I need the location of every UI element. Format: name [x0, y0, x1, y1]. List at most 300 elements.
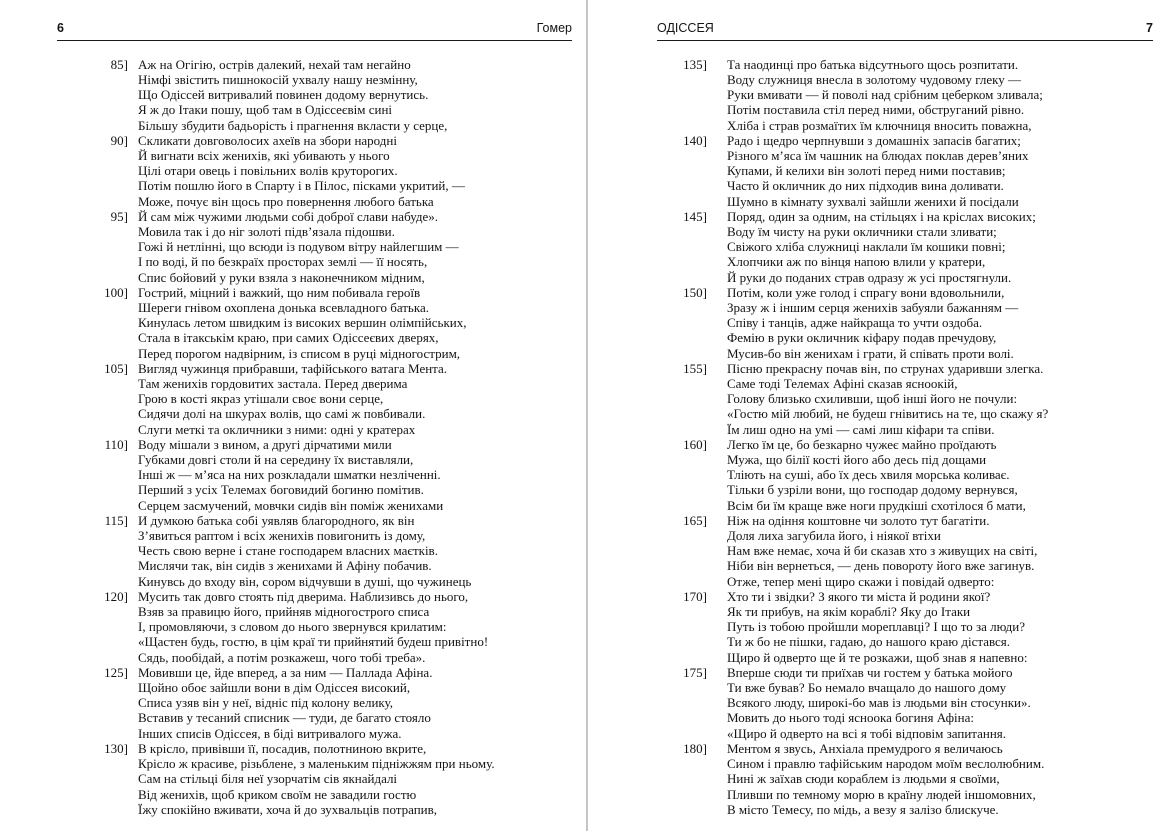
verse-text: Й руки до поданих страв одразу ж усі простягнули. — [727, 269, 1012, 285]
line-number — [657, 558, 707, 573]
verse-line — [657, 194, 1153, 209]
verse-text: Ніби він вернеться, — день повороту його вже загинув. — [727, 558, 1035, 574]
verse-line — [57, 102, 572, 117]
line-number: 120] — [104, 588, 128, 604]
verse-text: Доля лиха загубила його, і ніякої втіхи — [727, 528, 941, 544]
verse-text: Ти вже бував? Бо немало вчащало до нашого дому — [727, 680, 1007, 696]
verse-text: Слуги меткі та окличники з ними: одні у кратерах — [138, 421, 416, 437]
verse-text: З’явиться раптом і всіх женихів повигонить із дому, — [138, 528, 426, 544]
line-number — [57, 558, 128, 573]
verse-line — [657, 771, 1153, 786]
line-number — [657, 194, 707, 209]
line-number — [57, 239, 128, 254]
line-number — [57, 163, 128, 178]
verse-line — [657, 133, 1153, 148]
verse-line — [657, 254, 1153, 269]
verse-line — [657, 239, 1153, 254]
verse-line — [657, 376, 1153, 391]
verse-text: Вперше сюди ти приїхав чи гостем у батька мойого — [727, 664, 1013, 680]
line-number — [657, 148, 707, 163]
verse-text: Сядь, пообідай, а потім розкажеш, чого тобі треба». — [138, 649, 426, 665]
line-number — [57, 315, 128, 330]
verse-text: Кинувсь до входу він, сором відчувши в душі, що чужинець — [138, 573, 472, 589]
page-right-body — [657, 57, 1153, 817]
verse-line — [657, 543, 1153, 558]
verse-text: Свіжого хліба служниці наклали їм кошики повні; — [727, 239, 1006, 255]
verse-line — [57, 224, 572, 239]
line-number: 125] — [104, 664, 128, 680]
line-number — [57, 802, 128, 817]
verse-line — [657, 163, 1153, 178]
verse-line — [57, 361, 572, 376]
verse-text: Саме тоді Телемах Афіні сказав ясноокій, — [727, 376, 958, 392]
verse-line — [657, 452, 1153, 467]
verse-text: Гострий, міцний і важкий, що ним побивала героїв — [138, 284, 421, 300]
line-number — [57, 452, 128, 467]
line-number — [657, 346, 707, 361]
line-number — [57, 87, 128, 102]
verse-line — [657, 756, 1153, 771]
line-number — [57, 300, 128, 315]
line-number — [57, 528, 128, 543]
verse-line — [657, 330, 1153, 345]
verse-text: Купами, й келихи він золоті перед ними поставив; — [727, 163, 1006, 179]
verse-text: І, промовляючи, з словом до нього звернувся крилатим: — [138, 619, 447, 635]
verse-text: Скликати довговолосих ахеїв на збори народні — [138, 132, 397, 148]
verse-text: Списа узяв він у неї, відніс під колону велику, — [138, 695, 394, 711]
verse-text: Легко їм це, бо безкарно чужеє майно проїдають — [727, 436, 997, 452]
verse-line — [57, 513, 572, 528]
line-number: 165] — [683, 512, 707, 528]
line-number — [57, 72, 128, 87]
verse-text: Різного м’яса їм чашник на блюдах поклав дерев’яних — [727, 147, 1029, 163]
verse-text: Всім би їм краще вже ноги прудкіші схотілося б мати, — [727, 497, 1026, 513]
verse-text: Перед порогом надвірним, із списом в руці мідногострим, — [138, 345, 461, 361]
verse-line — [57, 270, 572, 285]
verse-text: Ніж на одіння коштовне чи золото тут багатіти. — [727, 512, 990, 528]
verse-line — [57, 543, 572, 558]
verse-line — [57, 148, 572, 163]
verse-line — [57, 756, 572, 771]
verse-line — [657, 513, 1153, 528]
verse-line — [657, 361, 1153, 376]
verse-text: Шумно в кімнату зухвалі зайшли женихи й посідали — [727, 193, 1019, 209]
verse-text: В місто Темесу, по мідь, а везу я залізо блискуче. — [727, 801, 999, 817]
verse-line — [657, 391, 1153, 406]
verse-line — [57, 467, 572, 482]
line-number: 145] — [683, 208, 707, 224]
verse-text: Честь свою верне і стане господарем власних маєтків. — [138, 543, 438, 559]
verse-text: Хто ти і звідки? З якого ти міста й родини якої? — [727, 588, 991, 604]
verse-line — [57, 346, 572, 361]
line-number — [57, 406, 128, 421]
line-number — [57, 695, 128, 710]
line-number: 90] — [110, 132, 128, 148]
verse-line — [657, 604, 1153, 619]
line-number — [57, 680, 128, 695]
line-number — [57, 604, 128, 619]
verse-line — [657, 589, 1153, 604]
verse-line — [657, 634, 1153, 649]
line-number: 155] — [683, 360, 707, 376]
verse-line — [57, 57, 572, 72]
verse-text: Пливши по темному морю в країну людей іншомовних, — [727, 786, 1036, 802]
verse-text: «Щастен будь, гостю, в цім краї ти прийнятий будеш привітно! — [138, 634, 489, 650]
line-number: 160] — [683, 436, 707, 452]
line-number — [57, 254, 128, 269]
line-number — [657, 406, 707, 421]
line-number — [657, 528, 707, 543]
line-number — [57, 543, 128, 558]
verse-line — [57, 285, 572, 300]
line-number — [57, 710, 128, 725]
verse-text: І по воді, й по безкраїх просторах землі — її носять, — [138, 254, 428, 270]
verse-text: В крісло, привівши її, посадив, полотниною вкрите, — [138, 740, 427, 756]
line-number: 110] — [104, 436, 128, 452]
line-number — [57, 756, 128, 771]
line-number — [657, 634, 707, 649]
verse-text: Поряд, один за одним, на стільцях і на кріслах високих; — [727, 208, 1036, 224]
verse-line — [657, 178, 1153, 193]
verse-text: Нам вже немає, хоча й би сказав хто з живущих на світі, — [727, 543, 1038, 559]
verse-text: Путь із тобою пройшли мореплавці? І що то за люди? — [727, 619, 1026, 635]
line-number: 130] — [104, 740, 128, 756]
line-number — [57, 194, 128, 209]
verse-text: Нині ж заїхав сюди кораблем із людьми я своїми, — [727, 771, 1000, 787]
verse-text: Сидячи долі на шкурах волів, що самі ж повбивали. — [138, 406, 426, 422]
line-number — [657, 178, 707, 193]
line-number — [657, 604, 707, 619]
verse-text: Ти ж бо не пішки, гадаю, до нашого краю дістався. — [727, 634, 1011, 650]
line-number: 135] — [683, 56, 707, 72]
verse-text: Руки вмивати — й поволі над срібним цеберком зливала; — [727, 87, 1043, 103]
verse-line — [657, 710, 1153, 725]
verse-line — [57, 72, 572, 87]
verse-text: Пісню прекрасну почав він, по струнах ударивши злегка. — [727, 360, 1044, 376]
verse-line — [57, 118, 572, 133]
line-number: 180] — [683, 740, 707, 756]
verse-line — [57, 741, 572, 756]
verse-line — [657, 422, 1153, 437]
line-number — [657, 787, 707, 802]
verse-line — [57, 574, 572, 589]
verse-text: Отже, тепер мені щиро скажи і повідай одверто: — [727, 573, 995, 589]
verse-line — [57, 178, 572, 193]
running-head-right: ОДІССЕЯ — [657, 21, 714, 35]
verse-text: Сином і правлю тафійським народом моїм веслолюбним. — [727, 756, 1045, 772]
line-number — [57, 619, 128, 634]
verse-line — [57, 695, 572, 710]
verse-line — [657, 665, 1153, 680]
verse-text: Мусить так довго стоять під дверима. Наблизивсь до нього, — [138, 588, 469, 604]
verse-line — [657, 741, 1153, 756]
verse-line — [57, 254, 572, 269]
verse-line — [57, 710, 572, 725]
line-number: 85] — [110, 56, 128, 72]
line-number — [57, 498, 128, 513]
line-number — [57, 634, 128, 649]
line-number: 115] — [104, 512, 128, 528]
line-number: 150] — [683, 284, 707, 300]
verse-line — [57, 558, 572, 573]
line-number — [657, 118, 707, 133]
line-number — [57, 467, 128, 482]
verse-text: Щиро й одверто ще й те розкажи, щоб знав я напевно: — [727, 649, 1028, 665]
verse-line — [57, 634, 572, 649]
verse-text: Серцем засмучений, мовчки сидів він поміж женихами — [138, 497, 444, 513]
verse-line — [57, 528, 572, 543]
line-number — [57, 787, 128, 802]
verse-line — [657, 558, 1153, 573]
line-number — [657, 330, 707, 345]
verse-text: Фемію в руки окличник кіфару подав пречудову, — [727, 330, 997, 346]
page-number-left: 6 — [57, 21, 64, 35]
line-number — [657, 710, 707, 725]
verse-line — [57, 498, 572, 513]
verse-text: Шереги гнівом охоплена донька всевладного батька. — [138, 300, 429, 315]
verse-line — [57, 330, 572, 345]
verse-text: Потім поставила стіл перед ними, обструганий рівно. — [727, 102, 1025, 118]
verse-text: Там женихів гордовитих застала. Перед дверима — [138, 376, 408, 392]
verse-text: Потім, коли уже голод і спрагу вони вдовольнили, — [727, 284, 1005, 300]
verse-line — [57, 726, 572, 741]
line-number — [657, 254, 707, 269]
verse-line — [57, 209, 572, 224]
verse-text: Вигляд чужинця прибравши, тафійського ватага Мента. — [138, 360, 448, 376]
verse-line — [657, 102, 1153, 117]
verse-text: Спис бойовий у руки взяла з наконечником мідним, — [138, 269, 425, 285]
verse-line — [57, 437, 572, 452]
verse-line — [57, 239, 572, 254]
line-number — [657, 163, 707, 178]
verse-text: Кинулась летом швидким із високих вершин олімпійських, — [138, 315, 467, 331]
line-number — [57, 574, 128, 589]
line-number — [57, 650, 128, 665]
line-number — [657, 224, 707, 239]
verse-line — [57, 376, 572, 391]
verse-text: Голову близько схиливши, щоб інші його не почули: — [727, 391, 1018, 407]
verse-text: Щойно обоє зайшли вони в дім Одіссея високий, — [138, 680, 411, 696]
line-number — [57, 224, 128, 239]
verse-line — [657, 802, 1153, 817]
line-number — [657, 802, 707, 817]
verse-line — [57, 482, 572, 497]
verse-line — [657, 437, 1153, 452]
verse-line — [657, 680, 1153, 695]
verse-text: Їм лиш одно на умі — самі лиш кіфари та співи. — [727, 421, 995, 437]
line-number — [57, 771, 128, 786]
verse-line — [657, 300, 1153, 315]
line-number — [657, 680, 707, 695]
running-head-left: Гомер — [536, 21, 572, 35]
verse-text: Мовила так і до ніг золоті підв’язала підошви. — [138, 223, 395, 239]
line-number — [57, 148, 128, 163]
line-number — [657, 619, 707, 634]
line-number — [657, 315, 707, 330]
line-number — [57, 102, 128, 117]
line-number — [657, 695, 707, 710]
verse-line — [657, 498, 1153, 513]
verse-text: Мусив-бо він женихам і грати, й співать проти волі. — [727, 345, 1014, 361]
verse-line — [57, 300, 572, 315]
line-number — [657, 452, 707, 467]
line-number — [657, 498, 707, 513]
line-number — [657, 422, 707, 437]
line-number — [657, 467, 707, 482]
verse-line — [657, 87, 1153, 102]
verse-text: Перший з усіх Телемах боговидий богиню помітив. — [138, 482, 424, 498]
line-number — [57, 726, 128, 741]
verse-line — [657, 406, 1153, 421]
verse-text: Та наодинці про батька відсутнього щось розпитати. — [727, 56, 1019, 72]
verse-text: «Щиро й одверто на всі я тобі відповім запитання. — [727, 725, 1007, 741]
verse-line — [57, 133, 572, 148]
verse-text: Що Одіссей витривалий повинен додому вернутись. — [138, 87, 429, 103]
verse-line — [57, 391, 572, 406]
verse-text: Воду їм чисту на руки окличники стали зливати; — [727, 223, 997, 239]
line-number: 175] — [683, 664, 707, 680]
verse-line — [657, 209, 1153, 224]
verse-text: Всякого люду, широкі-бо мав із людьми він стосунки». — [727, 695, 1031, 711]
verse-text: Інших списів Одіссея, в біді витривалого мужа. — [138, 725, 402, 741]
verse-line — [657, 270, 1153, 285]
verse-text: Взяв за правицю його, прийняв мідногострого списа — [138, 604, 430, 620]
verse-line — [57, 589, 572, 604]
verse-text: Аж на Огігію, острів далекий, нехай там негайно — [138, 56, 411, 72]
verse-line — [57, 452, 572, 467]
verse-line — [657, 224, 1153, 239]
line-number — [657, 771, 707, 786]
verse-text: Часто й окличник до них підходив вина доливати. — [727, 178, 1004, 194]
line-number — [657, 650, 707, 665]
line-number — [657, 87, 707, 102]
page-right — [588, 0, 1174, 831]
verse-text: Ментом я звусь, Анхіала премудрого я величаюсь — [727, 740, 1003, 756]
line-number — [657, 72, 707, 87]
verse-text: Мужа, що білії кості його або десь під дощами — [727, 452, 987, 468]
line-number — [57, 376, 128, 391]
line-number — [657, 574, 707, 589]
line-number — [57, 178, 128, 193]
page-left — [0, 0, 586, 831]
verse-line — [657, 787, 1153, 802]
line-number — [57, 422, 128, 437]
verse-text: Хліба і страв розмаїтих їм ключниця вносить поважна, — [727, 117, 1032, 133]
verse-text: Губками довгі столи й на середину їх виставляли, — [138, 452, 414, 468]
verse-text: Потім пошлю його в Спарту і в Пілос, пісками укритий, — — [138, 178, 465, 194]
verse-text: Воду служниця внесла в золотому чудовому глеку — — [727, 71, 1022, 87]
verse-line — [57, 194, 572, 209]
line-number: 170] — [683, 588, 707, 604]
line-number — [657, 239, 707, 254]
line-number — [657, 270, 707, 285]
verse-line — [657, 726, 1153, 741]
verse-line — [657, 482, 1153, 497]
line-number: 105] — [104, 360, 128, 376]
verse-text: Їжу спокійно вживати, хоча й до зухвальців потрапив, — [138, 801, 438, 817]
verse-text: Зразу ж і іншим серця женихів забуяли бажанням — — [727, 300, 1019, 315]
verse-line — [57, 87, 572, 102]
verse-text: Стала в ітакськім краю, при самих Одіссеєвих дверях, — [138, 330, 439, 346]
verse-text: Тільки б узріли вони, що господар додому вернувся, — [727, 482, 1018, 498]
verse-line — [657, 528, 1153, 543]
verse-line — [57, 619, 572, 634]
verse-line — [657, 148, 1153, 163]
line-number — [657, 376, 707, 391]
verse-text: Співу і танців, адже найкраща то учти оздоба. — [727, 315, 983, 331]
line-number: 140] — [683, 132, 707, 148]
verse-text: Воду мішали з вином, а другі дірчатими мили — [138, 436, 392, 452]
verse-text: Гожі й нетлінні, що всюди із подувом вітру найлегшим — — [138, 239, 459, 255]
verse-line — [57, 680, 572, 695]
verse-line — [57, 422, 572, 437]
verse-text: Хлопчики аж по вінця напою влили у кратери, — [727, 254, 986, 270]
verse-line — [57, 802, 572, 817]
verse-text: Мовивши це, йде вперед, а за ним — Паллада Афіна. — [138, 664, 433, 680]
verse-text: Крісло ж красиве, різьблене, з маленьким підніжжям при ньому. — [138, 756, 495, 772]
verse-text: Вставив у тесаний списник — туди, де багато стояло — [138, 710, 431, 726]
verse-text: Цілі отари овець і повільних волів круторогих. — [138, 163, 398, 179]
verse-text: Мислячи так, він сидів з женихами й Афіну побачив. — [138, 558, 432, 574]
verse-text: Як ти прибув, на якім кораблі? Яку до Ітаки — [727, 604, 971, 620]
verse-text: Сам на стільці біля неї узорчатім сів якнайдалі — [138, 771, 398, 787]
line-number — [57, 482, 128, 497]
verse-line — [657, 118, 1153, 133]
line-number — [57, 118, 128, 133]
verse-text: И думкою батька собі уявляв благородного, як він — [138, 512, 415, 528]
line-number — [657, 756, 707, 771]
verse-line — [657, 619, 1153, 634]
verse-line — [57, 163, 572, 178]
line-number: 95] — [110, 208, 128, 224]
line-number — [657, 300, 707, 315]
verse-line — [57, 665, 572, 680]
verse-line — [57, 650, 572, 665]
verse-line — [57, 604, 572, 619]
page-left-body — [57, 57, 572, 817]
verse-text: Інші ж — м’яса на них розкладали шматки незліченні. — [138, 467, 441, 483]
page-left-header — [57, 22, 572, 41]
line-number: 100] — [104, 284, 128, 300]
verse-text: Мовить до нього тоді ясноока богиня Афіна: — [727, 710, 975, 726]
verse-text: Й сам між чужими людьми собі доброї слави набуде». — [138, 208, 439, 224]
verse-line — [657, 346, 1153, 361]
line-number — [657, 391, 707, 406]
verse-line — [657, 695, 1153, 710]
verse-line — [657, 574, 1153, 589]
verse-line — [57, 406, 572, 421]
verse-line — [657, 57, 1153, 72]
verse-text: Радо і щедро черпнувши з домашніх запасів багатих; — [727, 132, 1021, 148]
line-number — [657, 482, 707, 497]
line-number — [657, 543, 707, 558]
verse-line — [657, 72, 1153, 87]
line-number — [57, 391, 128, 406]
verse-text: Й вигнати всіх женихів, які убивають у нього — [138, 147, 390, 163]
verse-text: Більшу збудити бадьорість і прагнення вкласти у серце, — [138, 117, 448, 133]
line-number — [57, 330, 128, 345]
verse-text: Тліють на суші, або їх десь хвиля морська коливає. — [727, 467, 1010, 483]
verse-line — [657, 315, 1153, 330]
line-number — [57, 270, 128, 285]
verse-text: «Гостю мій любий, не будеш гнівитись на те, що скажу я? — [727, 406, 1049, 422]
verse-text: Я ж до Ітаки пошу, щоб там в Одіссеєвім сині — [138, 102, 393, 118]
verse-line — [57, 787, 572, 802]
page-right-header — [657, 22, 1153, 41]
verse-text: Від женихів, щоб криком своїм не завадили гостю — [138, 786, 417, 802]
verse-line — [57, 315, 572, 330]
verse-text: Німфі звістить пишнокосій ухвалу нашу незмінну, — [138, 71, 418, 87]
